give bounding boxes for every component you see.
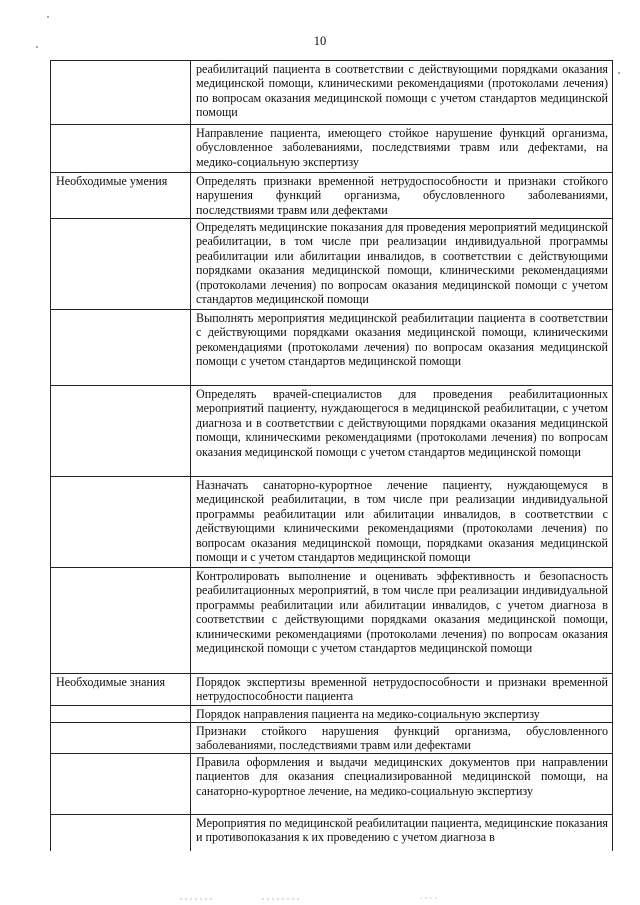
row-label-cell <box>51 61 191 125</box>
table-row <box>51 61 613 125</box>
row-description-cell: Определять медицинские показания для проведения мероприятий медицинской реабилитации, в том числе при реализации индивидуальной программы реабилитации или абилитации инвалидов, в соответствии с действующими порядками оказания медицинской помощи, клиническими рекомендациями (протоколами лечения) по вопросам оказания медицинской помощи с учетом стандартов медицинской помощи <box>191 219 613 310</box>
section-label-knowledge: Необходимые знания <box>56 675 166 689</box>
row-label-cell <box>51 125 191 173</box>
row-label-cell <box>51 568 191 674</box>
table-row <box>51 386 613 477</box>
row-description-cell: Контролировать выполнение и оценивать эффективность и безопасность реабилитационных мероприятий, в том числе при реализации индивидуальной программы реабилитации или абилитации инвалидов, с учетом диагноза в соответствии с действующими порядками оказания медицинской помощи, клиническими рекомендациями (протоколами лечения) по вопросам оказания медицинской помощи с учетом стандартов медицинской помощи <box>191 568 613 674</box>
row-description-cell: Определять врачей-специалистов для проведения реабилитационных мероприятий пациенту, нуждающегося в медицинской реабилитации, с учетом диагноза и в соответствии с действующими порядками оказания медицинской помощи, клиническими рекомендациями (протоколами лечения) по вопросам оказания медицинской помощи с учетом стандартов медицинской помощи <box>191 386 613 477</box>
table-row <box>51 219 613 310</box>
row-description-cell: реабилитаций пациента в соответствии с действующими порядками оказания медицинской помощи, клиническими рекомендациями (протоколами лечения) по вопросам оказания медицинской помощи с учетом стандартов медицинской помощи <box>191 61 613 125</box>
table-row <box>51 706 613 723</box>
scan-edge-marks <box>0 893 640 903</box>
row-description-cell: Направление пациента, имеющего стойкое нарушение функций организма, обусловленное заболеваниями, последствиями травм или дефектами, на медико-социальную экспертизу <box>191 125 613 173</box>
row-label-cell <box>51 754 191 815</box>
table-row <box>51 723 613 754</box>
row-label-cell <box>51 477 191 568</box>
row-description-cell: Определять признаки временной нетрудоспособности и признаки стойкого нарушения функций организма, обусловленного заболеваниями, последствиями травм или дефектами <box>191 173 613 219</box>
table-row <box>51 674 613 706</box>
scan-speck <box>618 72 620 74</box>
scan-speck <box>47 16 49 18</box>
table-row <box>51 477 613 568</box>
row-description-cell: Порядок экспертизы временной нетрудоспособности и признаки временной нетрудоспособности пациента <box>191 674 613 706</box>
table-row <box>51 754 613 815</box>
document-table <box>50 60 613 851</box>
row-description-cell: Признаки стойкого нарушения функций организма, обусловленного заболеваниями, последствиями травм или дефектами <box>191 723 613 754</box>
row-label-cell <box>51 219 191 310</box>
row-label-cell <box>51 386 191 477</box>
row-label-cell <box>51 815 191 851</box>
row-description-cell: Правила оформления и выдачи медицинских документов при направлении пациентов для оказания специализированной медицинской помощи, на санаторно-курортное лечение, на медико-социальную экспертизу <box>191 754 613 815</box>
table-row <box>51 125 613 173</box>
table-row <box>51 568 613 674</box>
row-description-cell: Мероприятия по медицинской реабилитации пациента, медицинские показания и противопоказания к их проведению с учетом диагноза в <box>191 815 613 851</box>
section-label-skills: Необходимые умения <box>56 174 168 188</box>
row-label-cell <box>51 674 191 706</box>
document-table-body <box>51 61 613 851</box>
row-label-cell <box>51 723 191 754</box>
table-row <box>51 310 613 386</box>
row-label-cell <box>51 173 191 219</box>
row-description-cell: Выполнять мероприятия медицинской реабилитации пациента в соответствии с действующими порядками оказания медицинской помощи, клиническими рекомендациями (протоколами лечения) по вопросам оказания медицинской помощи с учетом стандартов медицинской помощи <box>191 310 613 386</box>
table-row <box>51 815 613 851</box>
page-number: 10 <box>313 34 327 48</box>
table-row <box>51 173 613 219</box>
row-description-cell: Порядок направления пациента на медико-социальную экспертизу <box>191 706 613 723</box>
row-label-cell <box>51 310 191 386</box>
row-label-cell <box>51 706 191 723</box>
row-description-cell: Назначать санаторно-курортное лечение пациенту, нуждающемуся в медицинской реабилитации, в том числе при реализации индивидуальной программы реабилитации или абилитации инвалидов, в соответствии с действующими клиническими рекомендациями (протоколами лечения) по вопросам оказания медицинской помощи, порядками оказания медицинской помощи и с учетом стандартов медицинской помощи <box>191 477 613 568</box>
